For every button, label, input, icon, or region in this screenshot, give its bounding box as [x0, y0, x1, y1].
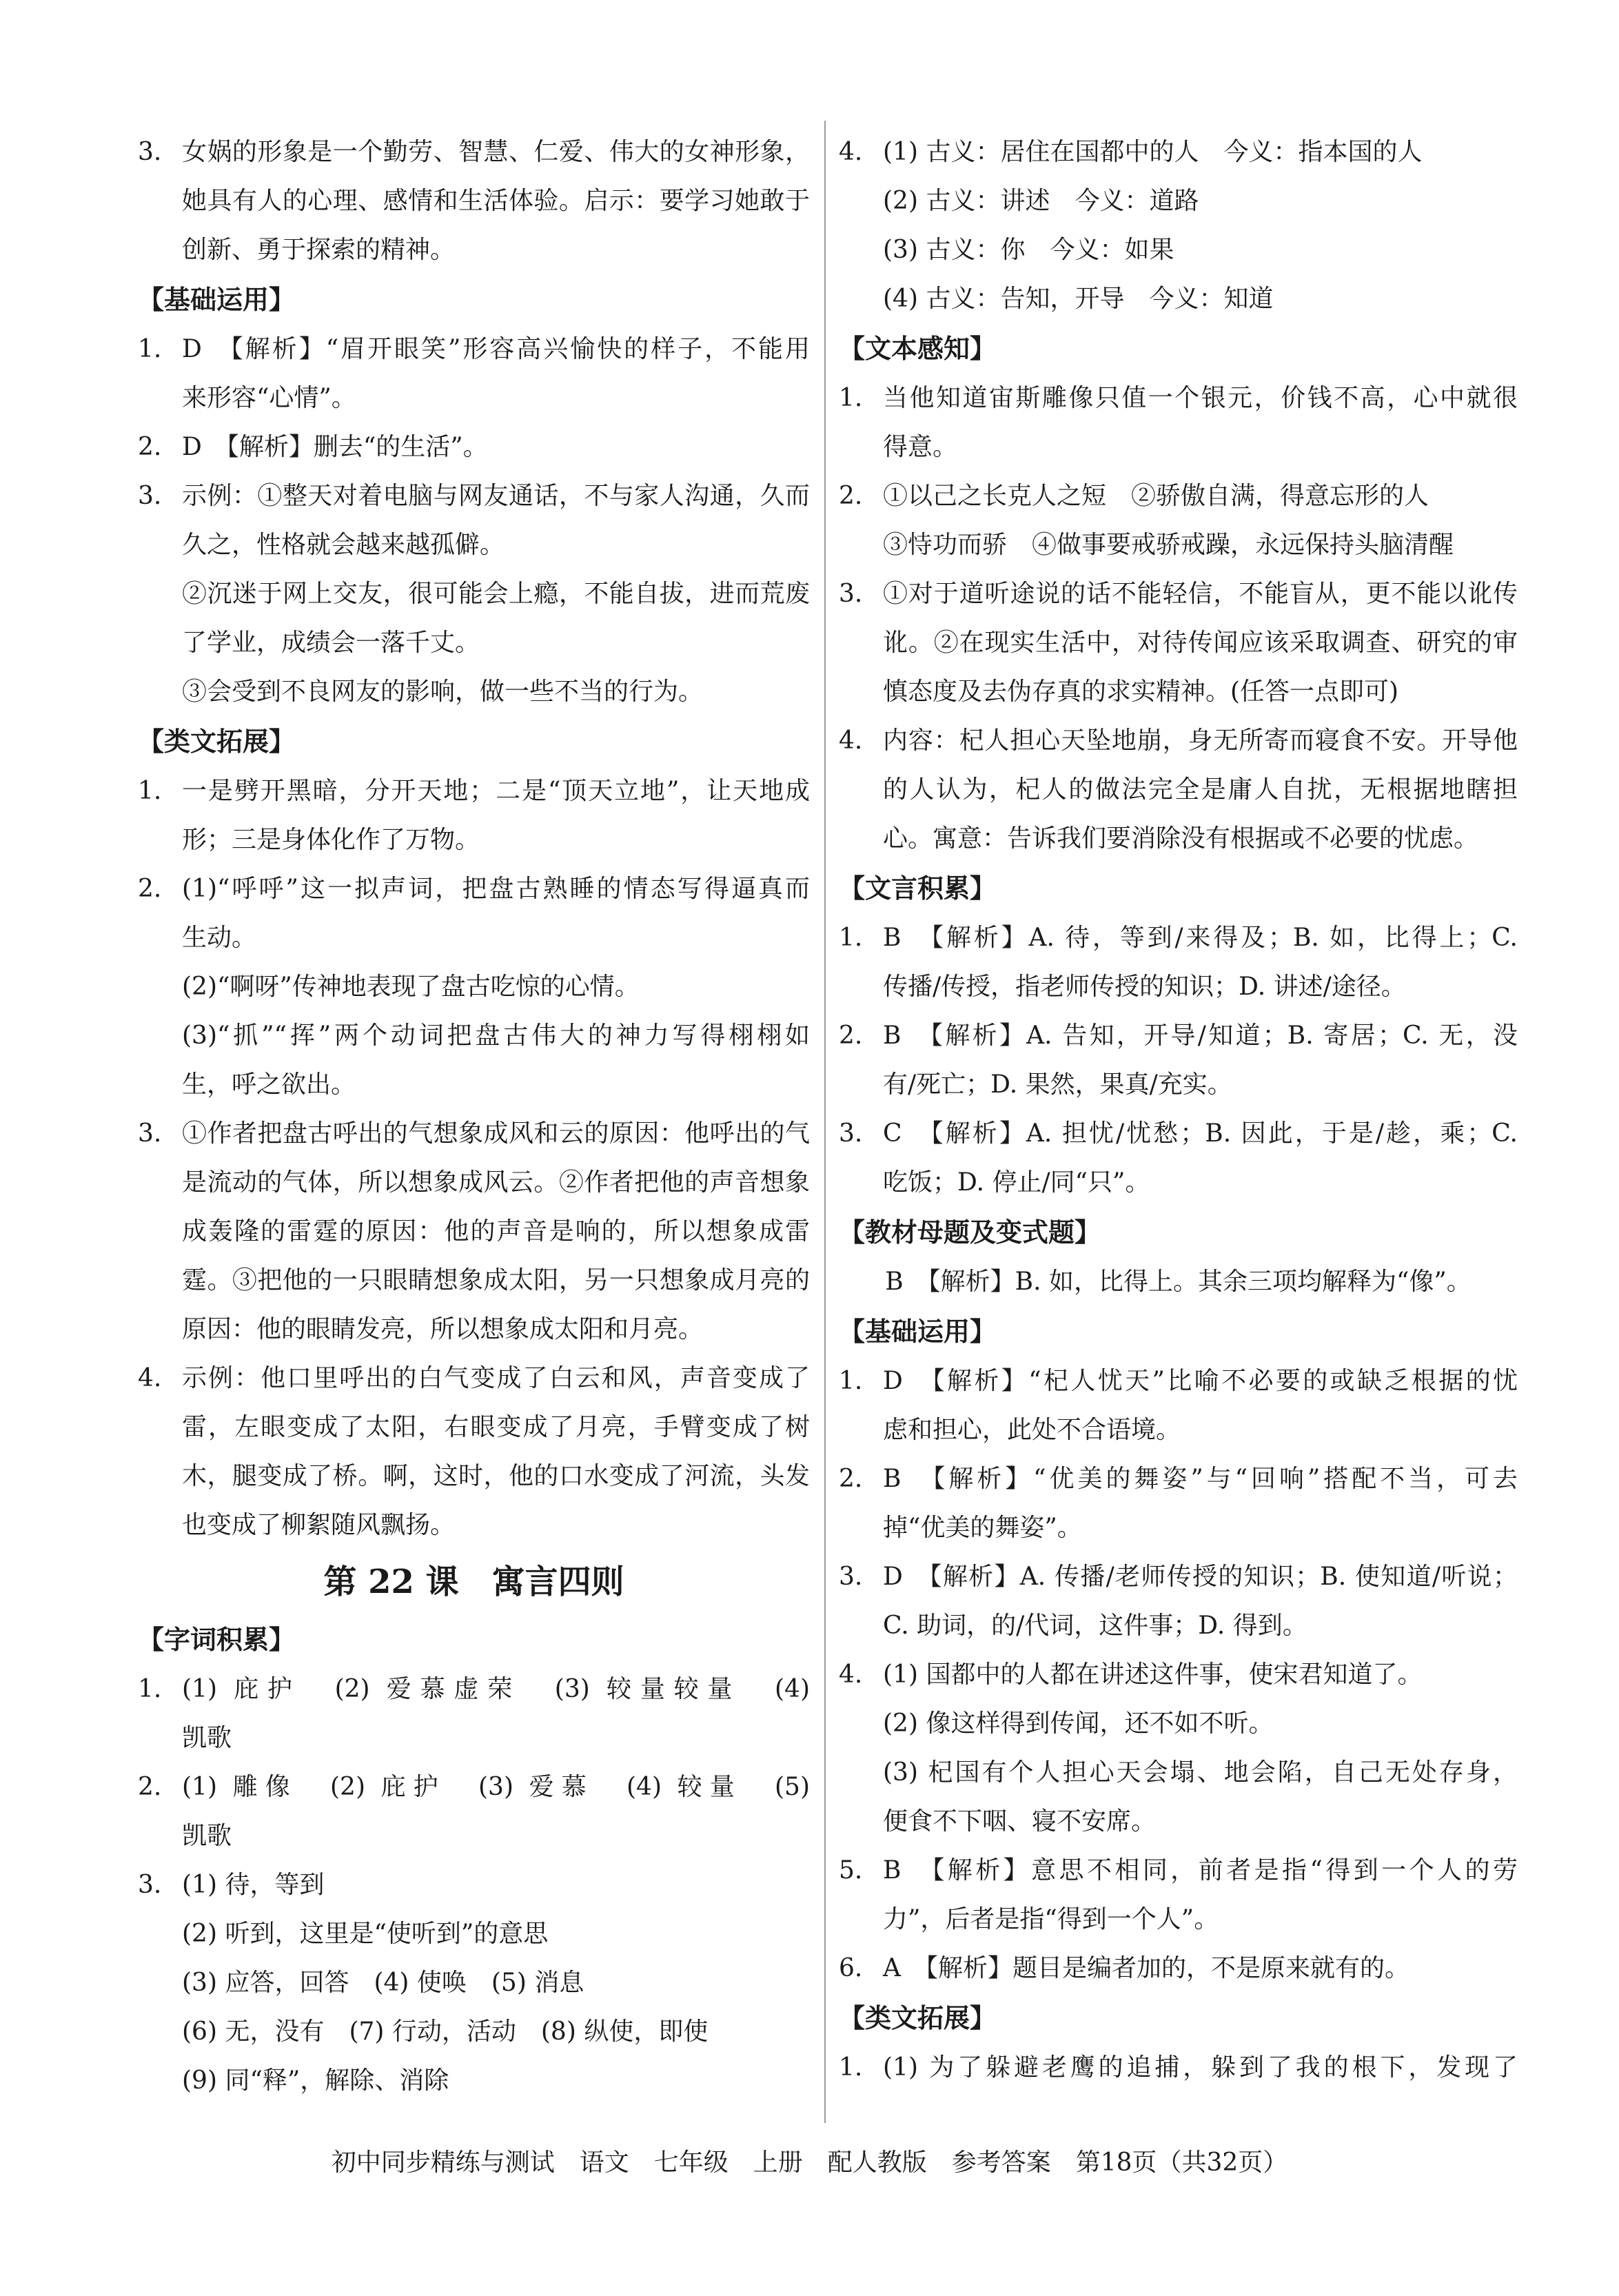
answer-line: 有/死亡；D. 果然，果真/充实。 [883, 1070, 1232, 1099]
answer-line: (4) 古义：告知，开导 今义：知道 [883, 285, 1274, 313]
right-column [839, 128, 1518, 2092]
answer-item [138, 1109, 810, 1354]
item-number: 3. [138, 1871, 162, 1899]
answer-line: 久之，性格就会越来越孤僻。 [182, 531, 505, 559]
section-heading: 【基础运用】 [138, 284, 296, 315]
answer-line: (1)“呼呼”这一拟声词，把盘古熟睡的情态写得逼真而 [182, 875, 810, 903]
answer-line: (3) 应答，回答 (4) 使唤 (5) 消息 [182, 1969, 584, 1997]
item-body [182, 325, 810, 423]
item-number: 5. [839, 1856, 863, 1884]
answer-line: ①对于道听途说的话不能轻信，不能盲从，更不能以讹传 [883, 580, 1518, 608]
answer-line: 木，腿变成了桥。啊，这时，他的口水变成了河流，头发 [182, 1462, 810, 1490]
item-body [182, 864, 810, 1109]
section-heading: 【类文拓展】 [839, 2002, 997, 2033]
answer-line: 凯歌 [182, 1724, 232, 1752]
answer-item [138, 864, 810, 1109]
answer-line: 雷，左眼变成了太阳，右眼变成了月亮，手臂变成了树 [182, 1413, 810, 1441]
item-number: 2. [138, 433, 162, 461]
answer-line: 示例：他口里呼出的白气变成了白云和风，声音变成了 [182, 1364, 810, 1392]
answer-line: 传播/传授，指老师传授的知识；D. 讲述/途径。 [883, 973, 1406, 1001]
item-number: 1. [138, 335, 162, 363]
answer-line: D 【解析】A. 传播/老师传授的知识；B. 使知道/听说； [883, 1563, 1518, 1591]
answer-line: (3) 古义：你 今义：如果 [883, 236, 1174, 264]
answer-line: 虑和担心，此处不合语境。 [883, 1416, 1181, 1444]
answer-item [839, 1109, 1518, 1207]
answer-line: (9) 同“释”，解除、消除 [182, 2066, 449, 2095]
answer-item [839, 1357, 1518, 1454]
item-body [883, 716, 1518, 863]
answer-line: D 【解析】“眉开眼笑”形容高兴愉快的样子，不能用 [182, 335, 810, 363]
answer-item [839, 1650, 1518, 1846]
item-body [182, 128, 810, 274]
answer-line: 慎态度及去伪存真的求实精神。(任答一点即可) [883, 678, 1399, 706]
answer-item [138, 128, 810, 274]
answer-item [138, 471, 810, 716]
item-body [883, 374, 1518, 471]
answer-line: 创新、勇于探索的精神。 [182, 236, 456, 264]
answer-line: 掉“优美的舞姿”。 [883, 1514, 1082, 1542]
item-number: 4. [839, 1660, 863, 1689]
answer-line: 原因：他的眼睛发亮，所以想象成太阳和月亮。 [182, 1315, 704, 1343]
section-heading: 【类文拓展】 [138, 726, 296, 757]
item-body [883, 471, 1518, 569]
answer-line: (2) 听到，这里是“使听到”的意思 [182, 1920, 549, 1948]
item-body [883, 1552, 1518, 1650]
answer-line: C. 助词，的/代词，这件事；D. 得到。 [883, 1612, 1307, 1640]
answer-line: D 【解析】“杞人忧天”比喻不必要的或缺乏根据的忧 [883, 1367, 1518, 1395]
answer-item [839, 374, 1518, 471]
item-body [182, 1860, 810, 2105]
item-body [182, 1109, 810, 1354]
answer-line: 形；三是身体化作了万物。 [182, 826, 480, 854]
answer-line: 便食不下咽、寝不安席。 [883, 1807, 1157, 1836]
item-body [883, 1944, 1518, 1993]
answer-line: C 【解析】A. 担忧/忧愁；B. 因此，于是/趁，乘；C. [883, 1119, 1518, 1148]
answer-line: 生，呼之欲出。 [182, 1070, 356, 1099]
answer-item [839, 913, 1518, 1011]
item-body [883, 1454, 1518, 1552]
answer-item [839, 1944, 1518, 1993]
answer-line: 成轰隆的雷霆的原因：他的声音是响的，所以想象成雷 [182, 1217, 810, 1246]
answer-line: 示例：①整天对着电脑与网友通话，不与家人沟通，久而 [182, 482, 810, 510]
answer-item [839, 1846, 1518, 1944]
answer-line: (3) 杞国有个人担心天会塌、地会陷，自己无处存身， [883, 1758, 1518, 1787]
item-number: 2. [839, 482, 863, 510]
answer-line: 一是劈开黑暗，分开天地；二是“顶天立地”，让天地成 [182, 777, 810, 805]
item-number: 1. [839, 384, 863, 412]
answer-line: 生动。 [182, 924, 257, 952]
item-body [182, 471, 810, 716]
answer-item [138, 325, 810, 423]
answer-line: (6) 无，没有 (7) 行动，活动 (8) 纵使，即使 [182, 2018, 709, 2046]
item-body [182, 423, 810, 471]
item-body [883, 128, 1518, 323]
item-body [883, 569, 1518, 716]
item-number: 4. [138, 1364, 162, 1392]
answer-item [138, 1860, 810, 2105]
item-body [883, 913, 1518, 1011]
answer-line: (1) 待，等到 [182, 1871, 325, 1899]
section-heading: 【文本感知】 [839, 333, 997, 364]
section-heading: 【字词积累】 [138, 1624, 296, 1655]
item-body [883, 2043, 1518, 2092]
answer-item [138, 1762, 810, 1860]
column-divider [824, 121, 826, 2123]
item-number: 2. [138, 1773, 162, 1801]
answer-line: 了学业，成绩会一落千丈。 [182, 629, 480, 657]
answer-line: (3)“抓”“挥”两个动词把盘古伟大的神力写得栩栩如 [182, 1022, 810, 1050]
item-body [182, 1665, 810, 1762]
answer-line: 来形容“心情”。 [182, 384, 356, 412]
answer-item [839, 1552, 1518, 1650]
answer-line: ③会受到不良网友的影响，做一些不当的行为。 [182, 678, 704, 706]
answer-item [839, 2043, 1518, 2092]
answer-item [839, 1454, 1518, 1552]
item-body [883, 1109, 1518, 1207]
item-body [182, 1762, 810, 1860]
answer-line: B 【解析】“优美的舞姿”与“回响”搭配不当，可去 [883, 1465, 1518, 1493]
answer-line: ③恃功而骄 ④做事要戒骄戒躁，永远保持头脑清醒 [883, 531, 1454, 559]
answer-line: 内容：杞人担心天坠地崩，身无所寄而寝食不安。开导他 [883, 727, 1518, 755]
lesson-title: 第 22 课 寓言四则 [323, 1563, 624, 1601]
answer-item [839, 569, 1518, 716]
item-number: 3. [138, 482, 162, 510]
answer-item [839, 716, 1518, 863]
answer-line: (2)“啊呀”传神地表现了盘古吃惊的心情。 [182, 973, 640, 1001]
left-column [138, 128, 810, 2105]
item-number: 3. [138, 1119, 162, 1148]
answer-line: 得意。 [883, 433, 958, 461]
page-footer: 初中同步精练与测试 语文 七年级 上册 配人教版 参考答案 第18页（共32页） [331, 2148, 1288, 2177]
section-heading: 【文言积累】 [839, 873, 997, 904]
item-number: 1. [138, 1675, 162, 1703]
section-heading: 【基础运用】 [839, 1316, 997, 1347]
answer-line: 霆。③把他的一只眼睛想象成太阳，另一只想象成月亮的 [182, 1266, 810, 1294]
item-number: 6. [839, 1954, 863, 1982]
answer-item [138, 423, 810, 471]
answer-line: (1) 国都中的人都在讲述这件事，使宋君知道了。 [883, 1660, 1423, 1689]
answer-line: 心。寓意：告诉我们要消除没有根据或不必要的忧虑。 [883, 824, 1479, 853]
item-body [883, 1650, 1518, 1846]
answer-line: 的人认为，杞人的做法完全是庸人自扰，无根据地瞎担 [883, 775, 1518, 804]
answer-line: 是流动的气体，所以想象成风云。②作者把他的声音想象 [182, 1168, 810, 1197]
answer-line: 她具有人的心理、感情和生活体验。启示：要学习她敢于 [182, 187, 810, 215]
answer-line: (1) 雕像 (2) 庇护 (3) 爱慕 (4) 较量 (5) [182, 1773, 810, 1801]
answer-item [839, 471, 1518, 569]
answer-line: (1) 庇护 (2) 爱慕虚荣 (3) 较量较量 (4) [182, 1675, 810, 1703]
item-body [182, 766, 810, 864]
answer-line: D 【解析】删去“的生活”。 [182, 433, 488, 461]
item-number: 3. [839, 1563, 863, 1591]
item-number: 1. [138, 777, 162, 805]
answer-line: 凯歌 [182, 1822, 232, 1850]
answer-line: (1) 古义：居住在国都中的人 今义：指本国的人 [883, 138, 1423, 166]
answer-line: (2) 像这样得到传闻，还不如不听。 [883, 1709, 1274, 1738]
item-number: 1. [839, 1367, 863, 1395]
section-heading: 【教材母题及变式题】 [839, 1217, 1101, 1248]
answer-line: 女娲的形象是一个勤劳、智慧、仁爱、伟大的女神形象， [182, 138, 810, 166]
answer-item [839, 1011, 1518, 1109]
answer-line: B 【解析】A. 告知，开导/知道；B. 寄居；C. 无，没 [883, 1022, 1518, 1050]
answer-line: 也变成了柳絮随风飘扬。 [182, 1511, 456, 1539]
answer-line: 讹。②在现实生活中，对待传闻应该采取调查、研究的审 [883, 629, 1518, 657]
item-number: 3. [138, 138, 162, 166]
item-number: 3. [839, 580, 863, 608]
answer-line: A 【解析】题目是编者加的，不是原来就有的。 [883, 1954, 1409, 1982]
item-number: 1. [839, 924, 863, 952]
item-number: 2. [839, 1022, 863, 1050]
answer-line: ②沉迷于网上交友，很可能会上瘾，不能自拔，进而荒废 [182, 580, 810, 608]
answer-line: 吃饭；D. 停止/同“只”。 [883, 1168, 1150, 1197]
item-number: 1. [839, 2053, 863, 2082]
item-number: 2. [138, 875, 162, 903]
answer-line: B 【解析】B. 如，比得上。其余三项均解释为“像”。 [885, 1268, 1472, 1296]
answer-item [839, 128, 1518, 323]
answer-line: (2) 古义：讲述 今义：道路 [883, 187, 1199, 215]
answer-item [138, 1665, 810, 1762]
answer-item [138, 1354, 810, 1550]
item-body [182, 1354, 810, 1550]
answer-item [138, 766, 810, 864]
item-number: 3. [839, 1119, 863, 1148]
answer-line: 力”，后者是指“得到一个人”。 [883, 1905, 1219, 1933]
item-body [883, 1011, 1518, 1109]
answer-line: 当他知道宙斯雕像只值一个银元，价钱不高，心中就很 [883, 384, 1518, 412]
item-body [883, 1357, 1518, 1454]
item-number: 2. [839, 1465, 863, 1493]
answer-line: ①作者把盘古呼出的气想象成风和云的原因：他呼出的气 [182, 1119, 810, 1148]
answer-line: B 【解析】A. 待，等到/来得及；B. 如，比得上；C. [883, 924, 1518, 952]
item-body [883, 1846, 1518, 1944]
item-number: 4. [839, 138, 863, 166]
answer-line: B 【解析】意思不相同，前者是指“得到一个人的劳 [883, 1856, 1518, 1884]
answer-line: ①以己之长克人之短 ②骄傲自满，得意忘形的人 [883, 482, 1429, 510]
item-number: 4. [839, 727, 863, 755]
answer-line: (1) 为了躲避老鹰的追捕，躲到了我的根下，发现了 [883, 2053, 1518, 2082]
